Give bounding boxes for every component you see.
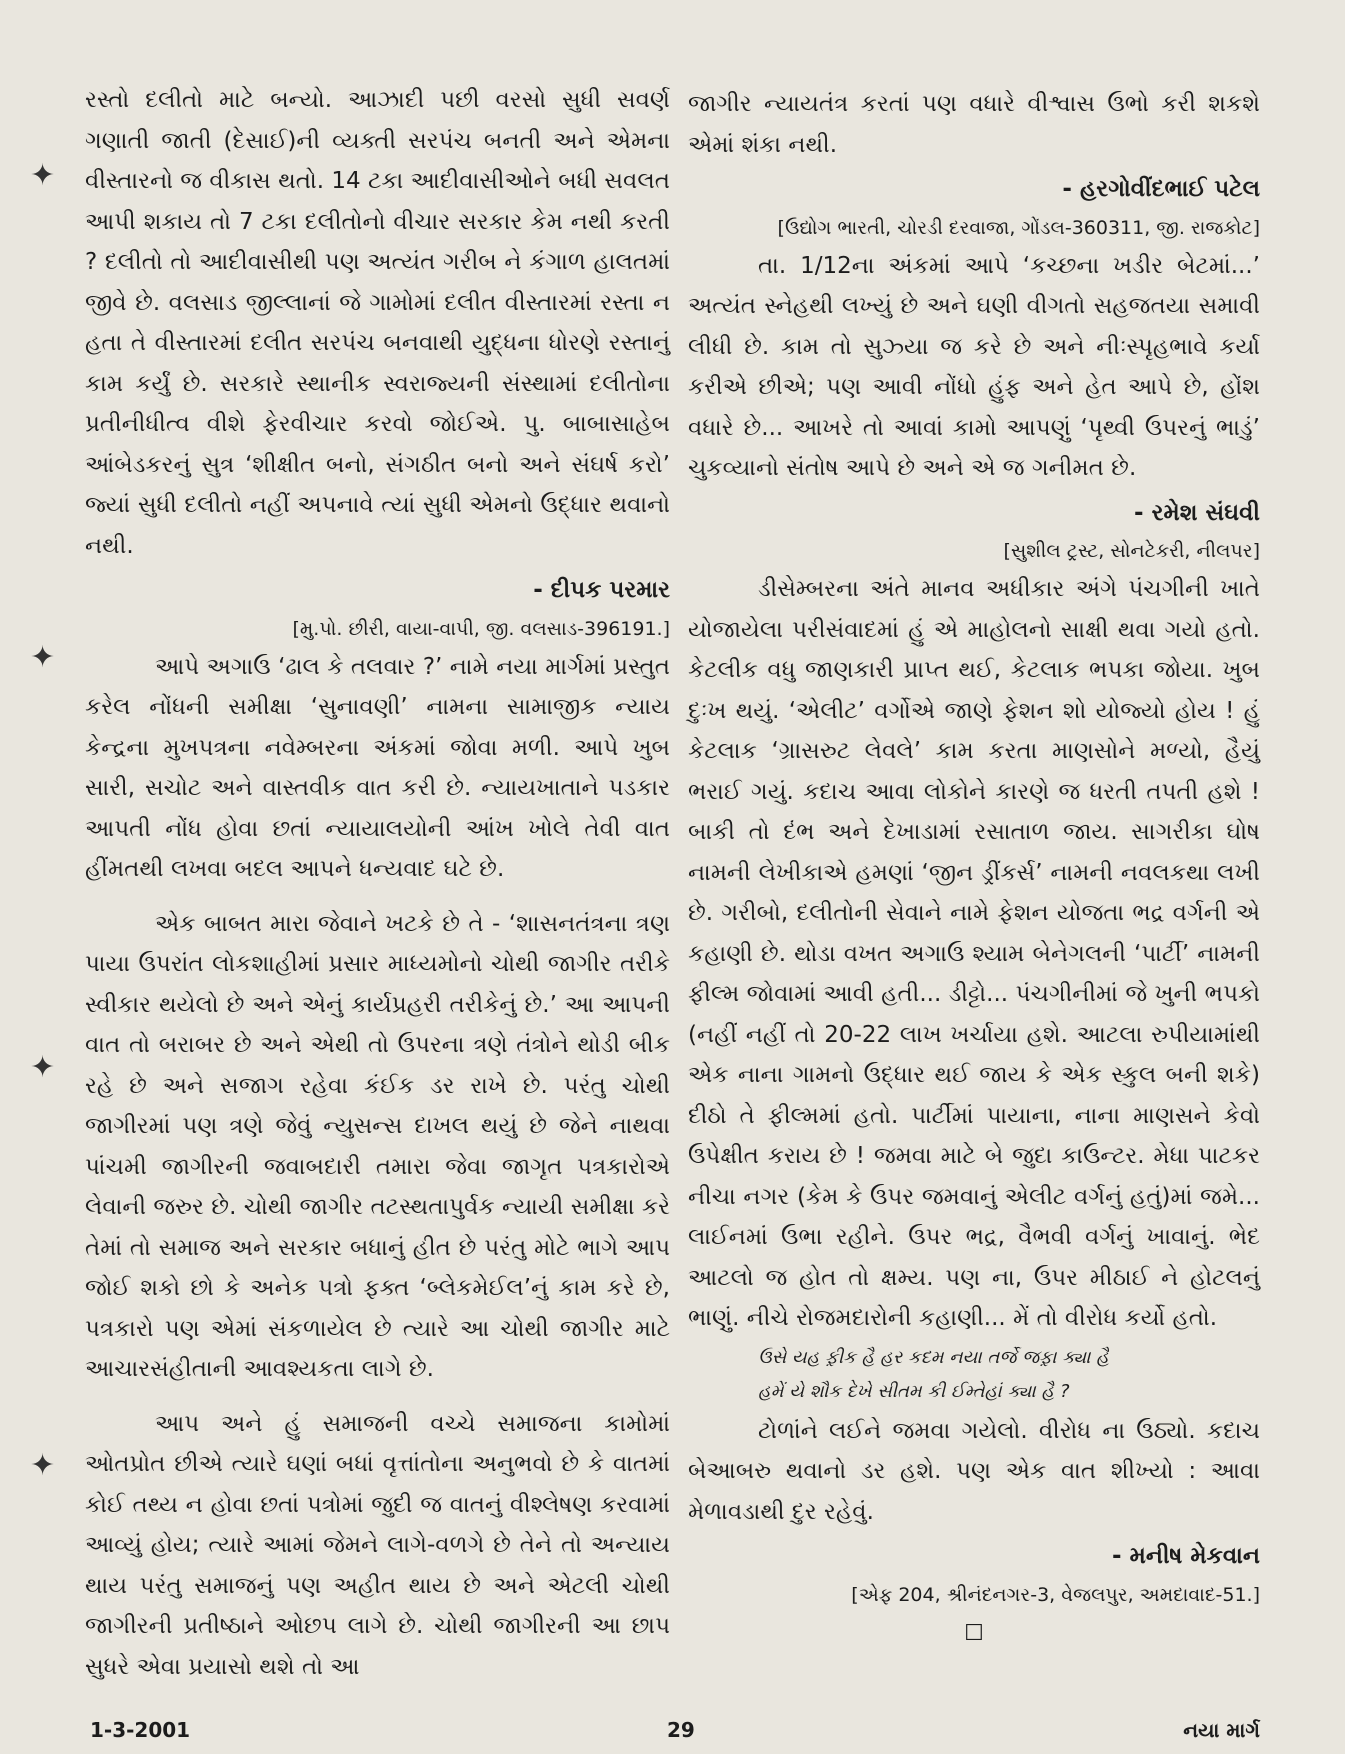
- letter-signature: - દીપક પરમાર: [533, 577, 670, 603]
- magazine-name: નયા માર્ગ: [1183, 1718, 1260, 1742]
- letter-paragraph: આપે અગાઉ ‘ઢાલ કે તલવાર ?’ નામે નયા માર્ગમાં પ્રસ્તુત કરેલ નોંધની સમીક્ષા ‘સુનાવણી’ નામના સામાજીક ન્યાય કેન્દ્રના મુખપત્રના નવેમ્બરના અંકમાં જોવા મળી. આપે ખુબ સારી, સચોટ અને વાસ્તવીક વાત કરી છે. ન્યાયખાતાને પડકાર આપતી નોંધ હોવા છતાં ન્યાયાલયોની આંખ ખોલે તેવી વાત હીંમતથી લખવા બદલ આપને ધન્યવાદ ઘટે છે.: [85, 653, 670, 882]
- shayari-line: હમેં યે શૌક દેખે સીતમ કી ઈમ્તેહાં ક્યા હૈ ?: [758, 1380, 1070, 1402]
- letter-signature: - મનીષ મેકવાન: [1112, 1543, 1260, 1569]
- letter-paragraph: જાગીર ન્યાયતંત્ર કરતાં પણ વધારે વીશ્વાસ ઉભો કરી શકશે એમાં શંકા નથી.: [688, 91, 1260, 158]
- page-number: 29: [667, 1718, 695, 1742]
- shayari-line: ઉસે યહ ફ઼ીક હૈ હર કદમ નયા તર્જે જફ઼ા ક્યા હૈ: [758, 1346, 1109, 1368]
- letter-address: [ઉદ્યોગ ભારતી, ચોરડી દરવાજા, ગોંડલ-360311, જી. રાજકોટ]: [777, 216, 1260, 239]
- margin-mark: ✦: [30, 1448, 56, 1483]
- letter-address: [એફ 204, શ્રીનંદનગર-3, વેજલપુર, અમદાવાદ-51.]: [851, 1583, 1260, 1606]
- letter-paragraph: આપ અને હું સમાજની વચ્ચે સમાજના કામોમાં ઓતપ્રોત છીએ ત્યારે ઘણાં બધાં વૃત્તાંતોના અનુભવો છે કે વાતમાં કોઈ તથ્ય ન હોવા છતાં પત્રોમાં જુદી જ વાતનું વીશ્લેષણ કરવામાં આવ્યું હોય; ત્યારે આમાં જેમને લાગે-વળગે છે તેને તો અન્યાય થાય પરંતુ સમાજનું પણ અહીત થાય છે અને એટલી ચોથી જાગીરની પ્રતીષ્ઠાને ઓછપ લાગે છે. ચોથી જાગીરની આ છાપ સુધરે એવા પ્રયાસો થશે તો આ: [85, 1410, 670, 1680]
- right-column: [688, 84, 1260, 1649]
- letter-signature: - રમેશ સંઘવી: [1134, 499, 1260, 526]
- letter-paragraph: ટોળાંને લઈને જમવા ગયેલો. વીરોધ ના ઉઠ્યો. કદાચ બેઆબરુ થવાનો ડર હશે. પણ એક વાત શીખ્યો : આવા મેળાવડાથી દુર રહેવું.: [688, 1417, 1260, 1525]
- letter-paragraph: એક બાબત મારા જેવાને ખટકે છે તે - ‘શાસનતંત્રના ત્રણ પાયા ઉપરાંત લોકશાહીમાં પ્રસાર માધ્યમોનો ચોથી જાગીર તરીકે સ્વીકાર થયેલો છે અને એનું કાર્યપ્રહરી તરીકેનું છે.’ આ આપની વાત તો બરાબર છે અને એથી તો ઉપરના ત્રણે તંત્રોને થોડી બીક રહે છે અને સજાગ રહેવા કંઈક ડર રાખે છે. પરંતુ ચોથી જાગીરમાં પણ ત્રણે જેવું ન્યુસન્સ દાખલ થયું છે જેને નાથવા પાંચમી જાગીરની જવાબદારી તમારા જેવા જાગૃત પત્રકારોએ લેવાની જરુર છે. ચોથી જાગીર તટસ્થતાપુર્વક ન્યાયી સમીક્ષા કરે તેમાં તો સમાજ અને સરકાર બધાનું હીત છે પરંતુ મોટે ભાગે આપ જોઈ શકો છો કે અનેક પત્રો ફક્ત ‘બ્લેકમેઈલ’નું કામ કરે છે, પત્રકારો પણ એમાં સંકળાયેલ છે ત્યારે આ ચોથી જાગીર માટે આચારસંહીતાની આવશ્યકતા લાગે છે.: [85, 910, 670, 1382]
- margin-mark: ✦: [30, 158, 56, 193]
- letter-signature: - હરગોવીંદભાઈ પટેલ: [1062, 176, 1260, 202]
- letter-paragraph: તા. 1/12ના અંકમાં આપે ‘કચ્છના ખડીર બેટમાં...’ અત્યંત સ્નેહથી લખ્યું છે અને ઘણી વીગતો સહજતયા સમાવી લીધી છે. કામ તો સુઝ્યા જ કરે છે અને નીઃસ્પૃહભાવે કર્યા કરીએ છીએ; પણ આવી નોંધો હુંફ અને હેત આપે છે, હોંશ વધારે છે... આખરે તો આવાં કામો આપણું ‘પૃથ્વી ઉપરનું ભાડું’ ચુકવ્યાનો સંતોષ આપે છે અને એ જ ગનીમત છે.: [688, 252, 1260, 481]
- left-column: [85, 80, 670, 1687]
- margin-mark: ✦: [30, 1050, 56, 1085]
- end-mark: ☐: [964, 1620, 984, 1646]
- letter-address: [સુશીલ ટ્રસ્ટ, સોનટેકરી, નીલપર]: [1003, 540, 1260, 562]
- letter-paragraph: ડીસેમ્બરના અંતે માનવ અધીકાર અંગે પંચગીની ખાતે યોજાયેલા પરીસંવાદમાં હું એ માહોલનો સાક્ષી થવા ગયો હતો. કેટલીક વધુ જાણકારી પ્રાપ્ત થઈ, કેટલાક ભપકા જોયા. ખુબ દુઃખ થયું. ‘એલીટ’ વર્ગોએ જાણે ફેશન શો યોજ્યો હોય ! હું કેટલાક ‘ગ્રાસરુટ લેવલે’ કામ કરતા માણસોને મળ્યો, હૈયું ભરાઈ ગયું. કદાચ આવા લોકોને કારણે જ ધરતી તપતી હશે ! બાકી તો દંભ અને દેખાડામાં રસાતાળ જાય. સાગરીકા ઘોષ નામની લેખીકાએ હમણાં ‘જીન ડ્રીંકર્સ’ નામની નવલકથા લખી છે. ગરીબો, દલીતોની સેવાને નામે ફેશન યોજતા ભદ્ર વર્ગની એ કહાણી છે. થોડા વખત અગાઉ શ્યામ બેનેગલની ‘પાર્ટી’ નામની ફીલ્મ જોવામાં આવી હતી... ડીટ્ટો... પંચગીનીમાં જે ખુની ભપકો (નહીં નહીં તો 20-22 લાખ ખર્ચાયા હશે. આટલા રુપીયામાંથી એક નાના ગામનો ઉદ્ધાર થઈ જાય કે એક સ્કુલ બની શકે) દીઠો તે ફીલ્મમાં હતો. પાર્ટીમાં પાયાના, નાના માણસને કેવો ઉપેક્ષીત કરાય છે ! જમવા માટે બે જુદા કાઉન્ટર. મેધા પાટકર નીચા નગર (કેમ કે ઉપર જમવાનું એલીટ વર્ગનું હતું)માં જમે... લાઈનમાં ઉભા રહીને. ઉપર ભદ્ર, વૈભવી વર્ગનું ખાવાનું. ભેદ આટલો જ હોત તો ક્ષમ્ય. પણ ના, ઉપર મીઠાઈ ને હોટલનું ભાણું. નીચે રોજમદારોની કહાણી... મેં તો વીરોધ કર્યો હતો.: [688, 576, 1260, 1331]
- issue-date: 1-3-2001: [90, 1718, 191, 1742]
- letter-paragraph: રસ્તો દલીતો માટે બન્યો. આઝાદી પછી વરસો સુધી સવર્ણ ગણાતી જાતી (દેસાઈ)ની વ્યક્તી સરપંચ બનતી અને એમના વીસ્તારનો જ વીકાસ થતો. 14 ટકા આદીવાસીઓને બધી સવલત આપી શકાય તો 7 ટકા દલીતોનો વીચાર સરકાર કેમ નથી કરતી ? દલીતો તો આદીવાસીથી પણ અત્યંત ગરીબ ને કંગાળ હાલતમાં જીવે છે. વલસાડ જીલ્લાનાં જે ગામોમાં દલીત વીસ્તારમાં રસ્તા ન હતા તે વીસ્તારમાં દલીત સરપંચ બનવાથી યુદ્ધના ધોરણે રસ્તાનું કામ કર્યું છે. સરકારે સ્થાનીક સ્વરાજ્યની સંસ્થામાં દલીતોના પ્રતીનીધીત્વ વીશે ફેરવીચાર કરવો જોઈએ. પુ. બાબાસાહેબ આંબેડકરનું સુત્ર ‘શીક્ષીત બનો, સંગઠીત બનો અને સંઘર્ષ કરો’ જ્યાં સુધી દલીતો નહીં અપનાવે ત્યાં સુધી એમનો ઉદ્ધાર થવાનો નથી.: [85, 87, 670, 559]
- letter-address: [મુ.પો. છીરી, વાયા-વાપી, જી. વલસાડ-396191.]: [292, 617, 670, 640]
- margin-mark: ✦: [30, 640, 56, 675]
- page-footer: [90, 1712, 1260, 1742]
